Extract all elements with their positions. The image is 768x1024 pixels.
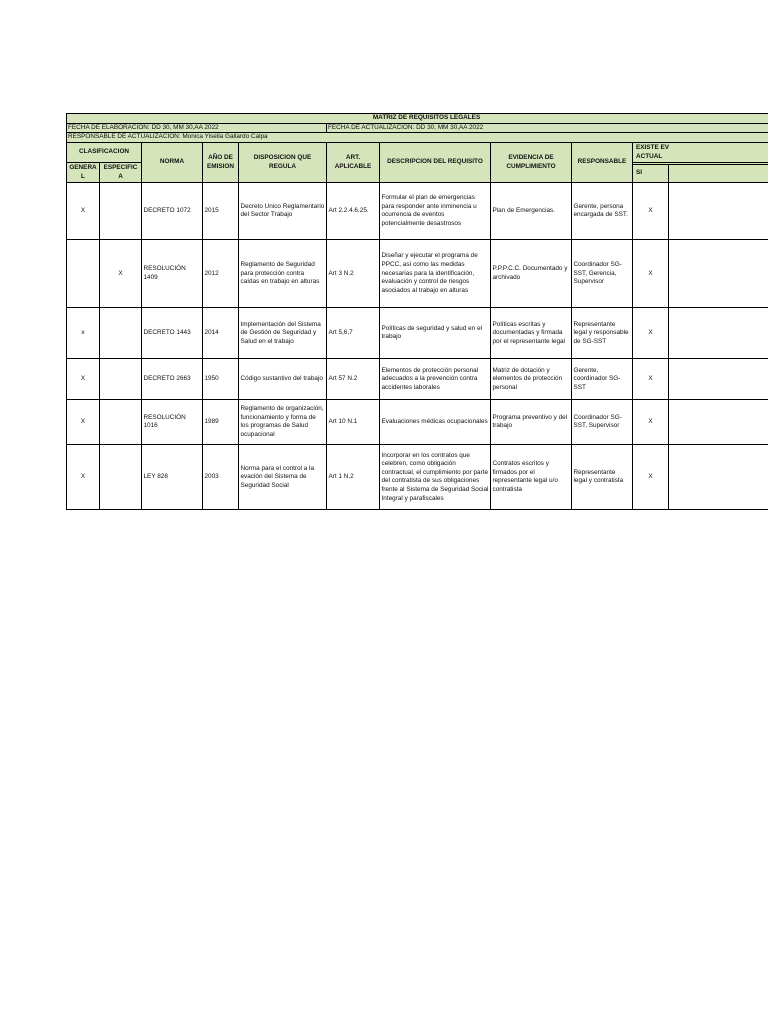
cell-especifica <box>100 183 142 240</box>
col-anio-emision: AÑO DE EMISION <box>203 142 239 183</box>
cell-art: Art 2.2.4.6.25. <box>327 183 380 240</box>
cell-descripcion: Evaluaciones médicas ocupacionales <box>380 400 491 445</box>
cell-anio: 2003 <box>203 445 239 510</box>
cell-art: Art 3 N.2 <box>327 240 380 308</box>
cell-si: X <box>633 400 669 445</box>
cell-norma: DECRETO 1072 <box>142 183 203 240</box>
cell-norma: RESOLUCIÓN 1409 <box>142 240 203 308</box>
cell-si: X <box>633 183 669 240</box>
cell-art: Art 57 N.2 <box>327 359 380 400</box>
cell-no <box>669 400 768 445</box>
cell-especifica: X <box>100 240 142 308</box>
cell-norma: DECRETO 2663 <box>142 359 203 400</box>
col-evidencia: EVIDENCIA DE CUMPLIMIENTO <box>491 142 572 183</box>
cell-disposicion: Reglamento de organización, funcionamiento y forma de los programas de Salud ocupacional <box>239 400 327 445</box>
cell-especifica <box>100 359 142 400</box>
col-disposicion: DISPOSICION QUE REGULA <box>239 142 327 183</box>
table-row <box>67 183 768 240</box>
table-row <box>67 445 768 510</box>
table-row <box>67 359 768 400</box>
cell-disposicion: Reglamento de Seguridad para protección contra caídas en trabajo en alturas <box>239 240 327 308</box>
cell-norma: RESOLUCIÓN 1016 <box>142 400 203 445</box>
cell-evidencia: Políticas escritas y documentadas y firmada por el representante legal <box>491 308 572 359</box>
col-especifica: ESPECIFICA <box>100 163 142 183</box>
col-si: SI <box>633 164 669 183</box>
col-actual-label: ACTUAL <box>636 152 663 160</box>
cell-general: X <box>67 400 100 445</box>
table-row <box>67 308 768 359</box>
cell-anio: 2012 <box>203 240 239 308</box>
cell-descripcion: Formular el plan de emergencias para responder ante inminencia u ocurrencia de eventos potencialmente desastrosos <box>380 183 491 240</box>
cell-descripcion: Incorporar en los contratos que celebren, como obligación contractual, el cumplimiento por parte del contratista de sus obligaciones frente al Sistema de Seguridad Social Integral y parafiscales <box>380 445 491 510</box>
col-responsable: RESPONSABLE <box>572 142 633 183</box>
fecha-actualizacion: FECHA DE ACTUALIZACION: DD 30, MM 30,AA 2022 <box>327 123 768 133</box>
cell-general <box>67 240 100 308</box>
col-clasificacion: CLASIFICACION <box>67 142 142 162</box>
cell-disposicion: Implementación del Sistema de Gestión de Seguridad y Salud en el trabajo <box>239 308 327 359</box>
cell-descripcion: Diseñar y ejecutar el programa de PPCC, así como las medidas necesarias para la identificación, evaluación y control de riesgos asociados al trabajo en alturas <box>380 240 491 308</box>
cell-general: X <box>67 445 100 510</box>
cell-evidencia: Plan de Emergencias. <box>491 183 572 240</box>
matrix-title: MATRIZ DE REQUISITOS LEGALES <box>67 114 768 124</box>
cell-responsable: Coordinador SG-SST, Supervisor <box>572 400 633 445</box>
cell-responsable: Representante legal y responsable de SG-SST <box>572 308 633 359</box>
cell-responsable: Gerente, persona encargada de SST. <box>572 183 633 240</box>
cell-especifica <box>100 445 142 510</box>
cell-responsable: Representante legal y contratista <box>572 445 633 510</box>
cell-art: Art 5,6,7 <box>327 308 380 359</box>
cell-si: X <box>633 359 669 400</box>
cell-no <box>669 183 768 240</box>
cell-anio: 1989 <box>203 400 239 445</box>
cell-norma: LEY 828 <box>142 445 203 510</box>
cell-general: x <box>67 308 100 359</box>
col-art-aplicable: ART. APLICABLE <box>327 142 380 183</box>
legal-requirements-matrix <box>66 113 768 510</box>
col-existe-label: EXISTE EV <box>636 143 670 151</box>
cell-anio: 2014 <box>203 308 239 359</box>
col-general: GENERAL <box>67 163 100 183</box>
cell-general: X <box>67 359 100 400</box>
fecha-elaboracion: FECHA DE ELABORACION: DD 30, MM 30,AA 2022 <box>67 123 327 133</box>
cell-descripcion: Elementos de protección personal adecuados a la prevención contra accidentes laborales <box>380 359 491 400</box>
cell-disposicion: Código sustantivo del trabajo <box>239 359 327 400</box>
cell-anio: 1950 <box>203 359 239 400</box>
cell-art: Art 1 N.2 <box>327 445 380 510</box>
cell-no <box>669 308 768 359</box>
cell-no <box>669 445 768 510</box>
cell-si: X <box>633 308 669 359</box>
cell-evidencia: P.P.P.C.C. Documentado y archivado <box>491 240 572 308</box>
table-row <box>67 400 768 445</box>
cell-evidencia: Programa preventivo y del trabajo <box>491 400 572 445</box>
col-norma: NORMA <box>142 142 203 183</box>
cell-disposicion: Norma para el control a la evación del Sistema de Seguridad Social <box>239 445 327 510</box>
cell-descripcion: Políticas de seguridad y salud en el trabajo <box>380 308 491 359</box>
cell-art: Art 10 N.1 <box>327 400 380 445</box>
responsable-actualizacion: RESPONSABLE DE ACTUALIZACION: Monica Yisella Gallardo Calpa <box>67 133 768 143</box>
col-no-empty <box>669 164 768 183</box>
cell-no <box>669 359 768 400</box>
cell-responsable: Gerente, coordinador SG-SST <box>572 359 633 400</box>
cell-especifica <box>100 308 142 359</box>
col-descripcion: DESCRIPCION DEL REQUISITO <box>380 142 491 183</box>
cell-general: X <box>67 183 100 240</box>
table-row <box>67 240 768 308</box>
cell-anio: 2015 <box>203 183 239 240</box>
cell-si: X <box>633 445 669 510</box>
cell-evidencia: Contratos escritos y firmados por el representante legal u/o contratista <box>491 445 572 510</box>
cell-no <box>669 240 768 308</box>
cell-evidencia: Matriz de dotación y elementos de protección personal <box>491 359 572 400</box>
cell-si: X <box>633 240 669 308</box>
cell-especifica <box>100 400 142 445</box>
spreadsheet-sheet <box>66 113 768 510</box>
cell-disposicion: Decreto Unico Reglamentario del Sector Trabajo <box>239 183 327 240</box>
cell-responsable: Coordinador SG-SST, Gerencia, Supervisor <box>572 240 633 308</box>
cell-norma: DECRETO 1443 <box>142 308 203 359</box>
col-existe <box>633 142 768 162</box>
